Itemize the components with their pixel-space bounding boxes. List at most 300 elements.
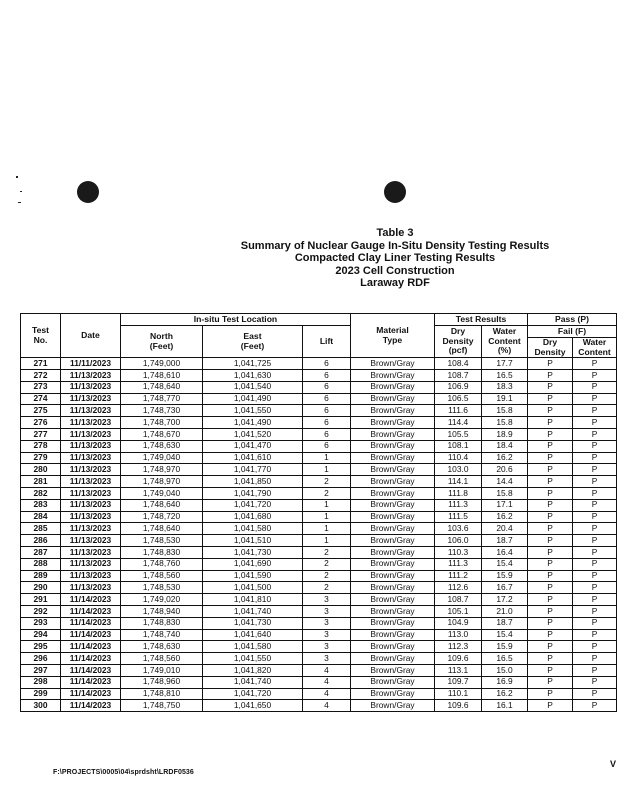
table-row (21, 582, 617, 594)
cell-material: Brown/Gray (351, 558, 435, 570)
cell-test-no: 291 (21, 594, 61, 606)
material-header: Material Type (351, 314, 435, 358)
cell-east: 1,041,810 (203, 594, 303, 606)
cell-test-no: 274 (21, 393, 61, 405)
cell-pf-density: P (528, 464, 573, 476)
cell-pf-water: P (573, 582, 617, 594)
cell-pf-density: P (528, 617, 573, 629)
cell-lift: 2 (303, 487, 351, 499)
cell-east: 1,041,740 (203, 676, 303, 688)
cell-pf-water: P (573, 499, 617, 511)
table-row (21, 369, 617, 381)
table-row (21, 428, 617, 440)
table-row (21, 358, 617, 370)
cell-pf-density: P (528, 594, 573, 606)
cell-lift: 6 (303, 440, 351, 452)
cell-water-content: 17.1 (482, 499, 528, 511)
cell-dry-density: 109.6 (435, 700, 482, 712)
cell-date: 11/14/2023 (61, 664, 121, 676)
cell-water-content: 15.0 (482, 664, 528, 676)
cell-north: 1,748,830 (121, 617, 203, 629)
title-block (200, 227, 590, 290)
cell-east: 1,041,500 (203, 582, 303, 594)
cell-pf-water: P (573, 594, 617, 606)
cell-date: 11/13/2023 (61, 511, 121, 523)
cell-dry-density: 113.1 (435, 664, 482, 676)
lift-header: Lift (303, 326, 351, 358)
cell-pf-water: P (573, 676, 617, 688)
cell-east: 1,041,650 (203, 700, 303, 712)
date-header: Date (61, 314, 121, 358)
table-number: Table 3 (376, 227, 414, 239)
cell-east: 1,041,770 (203, 464, 303, 476)
cell-dry-density: 114.4 (435, 417, 482, 429)
cell-lift: 1 (303, 464, 351, 476)
cell-date: 11/13/2023 (61, 405, 121, 417)
cell-east: 1,041,580 (203, 523, 303, 535)
cell-material: Brown/Gray (351, 664, 435, 676)
cell-east: 1,041,590 (203, 570, 303, 582)
cell-north: 1,748,640 (121, 381, 203, 393)
cell-water-content: 16.4 (482, 546, 528, 558)
cell-water-content: 16.5 (482, 653, 528, 665)
cell-test-no: 278 (21, 440, 61, 452)
cell-test-no: 286 (21, 535, 61, 547)
cell-material: Brown/Gray (351, 369, 435, 381)
cell-north: 1,748,810 (121, 688, 203, 700)
table-row (21, 381, 617, 393)
cell-pf-water: P (573, 369, 617, 381)
dry-density-header: Dry Density (pcf) (435, 326, 482, 358)
pass-fail-subheader: Fail (F) (528, 326, 617, 338)
cell-east: 1,041,520 (203, 428, 303, 440)
table-row (21, 629, 617, 641)
cell-lift: 1 (303, 511, 351, 523)
cell-lift: 2 (303, 546, 351, 558)
table-row (21, 688, 617, 700)
cell-dry-density: 111.3 (435, 558, 482, 570)
cell-material: Brown/Gray (351, 452, 435, 464)
page-mark: V (610, 759, 617, 769)
cell-north: 1,748,720 (121, 511, 203, 523)
cell-pf-density: P (528, 487, 573, 499)
cell-dry-density: 111.5 (435, 511, 482, 523)
table-row (21, 487, 617, 499)
cell-water-content: 15.8 (482, 405, 528, 417)
density-results-table (20, 313, 617, 712)
cell-material: Brown/Gray (351, 641, 435, 653)
cell-pf-water: P (573, 393, 617, 405)
cell-pf-density: P (528, 452, 573, 464)
table-row (21, 452, 617, 464)
cell-lift: 3 (303, 594, 351, 606)
cell-north: 1,748,740 (121, 629, 203, 641)
cell-test-no: 293 (21, 617, 61, 629)
cell-east: 1,041,510 (203, 535, 303, 547)
cell-east: 1,041,680 (203, 511, 303, 523)
site-name: Laraway RDF (360, 277, 430, 290)
cell-dry-density: 112.3 (435, 641, 482, 653)
cell-north: 1,749,040 (121, 487, 203, 499)
cell-test-no: 299 (21, 688, 61, 700)
project-name: 2023 Cell Construction (335, 264, 455, 277)
cell-lift: 1 (303, 535, 351, 547)
cell-material: Brown/Gray (351, 605, 435, 617)
cell-dry-density: 111.3 (435, 499, 482, 511)
cell-pf-density: P (528, 476, 573, 488)
cell-date: 11/13/2023 (61, 546, 121, 558)
cell-water-content: 16.7 (482, 582, 528, 594)
cell-east: 1,041,470 (203, 440, 303, 452)
cell-north: 1,749,000 (121, 358, 203, 370)
cell-water-content: 19.1 (482, 393, 528, 405)
cell-dry-density: 106.5 (435, 393, 482, 405)
cell-pf-water: P (573, 641, 617, 653)
cell-east: 1,041,490 (203, 393, 303, 405)
cell-water-content: 15.9 (482, 570, 528, 582)
cell-date: 11/13/2023 (61, 464, 121, 476)
cell-lift: 1 (303, 452, 351, 464)
cell-material: Brown/Gray (351, 676, 435, 688)
cell-date: 11/14/2023 (61, 605, 121, 617)
cell-material: Brown/Gray (351, 511, 435, 523)
cell-east: 1,041,730 (203, 617, 303, 629)
table-row (21, 653, 617, 665)
cell-date: 11/14/2023 (61, 594, 121, 606)
cell-material: Brown/Gray (351, 476, 435, 488)
cell-lift: 1 (303, 523, 351, 535)
cell-test-no: 290 (21, 582, 61, 594)
table-row (21, 417, 617, 429)
cell-north: 1,748,670 (121, 428, 203, 440)
cell-pf-water: P (573, 535, 617, 547)
cell-dry-density: 111.8 (435, 487, 482, 499)
cell-lift: 4 (303, 700, 351, 712)
pf-water-content-header: Water Content (573, 338, 617, 358)
cell-test-no: 298 (21, 676, 61, 688)
cell-pf-water: P (573, 558, 617, 570)
cell-lift: 6 (303, 369, 351, 381)
cell-test-no: 284 (21, 511, 61, 523)
table-row (21, 405, 617, 417)
table-row (21, 546, 617, 558)
cell-pf-density: P (528, 629, 573, 641)
cell-test-no: 277 (21, 428, 61, 440)
cell-lift: 2 (303, 558, 351, 570)
cell-pf-density: P (528, 688, 573, 700)
location-group-header: In-situ Test Location (121, 314, 351, 326)
cell-water-content: 15.4 (482, 558, 528, 570)
cell-east: 1,041,720 (203, 688, 303, 700)
cell-date: 11/13/2023 (61, 381, 121, 393)
cell-date: 11/13/2023 (61, 570, 121, 582)
cell-water-content: 18.9 (482, 428, 528, 440)
cell-east: 1,041,820 (203, 664, 303, 676)
cell-pf-water: P (573, 464, 617, 476)
pass-fail-group-header: Pass (P) (528, 314, 617, 326)
table-body (21, 358, 617, 712)
cell-east: 1,041,640 (203, 629, 303, 641)
scan-specks (14, 176, 24, 210)
cell-dry-density: 108.1 (435, 440, 482, 452)
cell-date: 11/13/2023 (61, 452, 121, 464)
cell-material: Brown/Gray (351, 487, 435, 499)
cell-dry-density: 109.6 (435, 653, 482, 665)
cell-date: 11/14/2023 (61, 676, 121, 688)
cell-dry-density: 106.0 (435, 535, 482, 547)
cell-pf-density: P (528, 417, 573, 429)
cell-pf-water: P (573, 617, 617, 629)
cell-dry-density: 108.7 (435, 594, 482, 606)
cell-date: 11/14/2023 (61, 629, 121, 641)
cell-water-content: 15.8 (482, 487, 528, 499)
cell-pf-density: P (528, 582, 573, 594)
cell-pf-water: P (573, 523, 617, 535)
cell-test-no: 279 (21, 452, 61, 464)
cell-north: 1,748,770 (121, 393, 203, 405)
cell-north: 1,748,560 (121, 570, 203, 582)
cell-water-content: 18.7 (482, 617, 528, 629)
table-row (21, 535, 617, 547)
table-row (21, 641, 617, 653)
table-row (21, 664, 617, 676)
cell-test-no: 272 (21, 369, 61, 381)
cell-east: 1,041,730 (203, 546, 303, 558)
cell-material: Brown/Gray (351, 546, 435, 558)
cell-material: Brown/Gray (351, 381, 435, 393)
cell-lift: 6 (303, 428, 351, 440)
cell-lift: 4 (303, 664, 351, 676)
cell-date: 11/13/2023 (61, 476, 121, 488)
cell-pf-water: P (573, 653, 617, 665)
cell-north: 1,748,970 (121, 476, 203, 488)
cell-test-no: 281 (21, 476, 61, 488)
cell-pf-density: P (528, 641, 573, 653)
cell-date: 11/14/2023 (61, 688, 121, 700)
cell-material: Brown/Gray (351, 535, 435, 547)
cell-pf-water: P (573, 417, 617, 429)
table-title: Summary of Nuclear Gauge In-Situ Density Testing Results (240, 239, 550, 252)
cell-date: 11/13/2023 (61, 499, 121, 511)
cell-test-no: 292 (21, 605, 61, 617)
cell-dry-density: 112.6 (435, 582, 482, 594)
cell-east: 1,041,740 (203, 605, 303, 617)
test-no-header: Test No. (21, 314, 61, 358)
cell-water-content: 18.4 (482, 440, 528, 452)
cell-pf-water: P (573, 358, 617, 370)
table-subtitle: Compacted Clay Liner Testing Results (294, 252, 496, 265)
cell-test-no: 271 (21, 358, 61, 370)
cell-material: Brown/Gray (351, 499, 435, 511)
cell-north: 1,748,630 (121, 641, 203, 653)
cell-dry-density: 104.9 (435, 617, 482, 629)
cell-material: Brown/Gray (351, 570, 435, 582)
east-header: East (Feet) (203, 326, 303, 358)
cell-water-content: 15.9 (482, 641, 528, 653)
cell-test-no: 294 (21, 629, 61, 641)
cell-pf-density: P (528, 511, 573, 523)
cell-water-content: 15.4 (482, 629, 528, 641)
cell-test-no: 296 (21, 653, 61, 665)
table-header (21, 314, 617, 358)
cell-north: 1,749,020 (121, 594, 203, 606)
cell-material: Brown/Gray (351, 358, 435, 370)
cell-pf-water: P (573, 452, 617, 464)
cell-north: 1,748,530 (121, 535, 203, 547)
cell-material: Brown/Gray (351, 688, 435, 700)
cell-material: Brown/Gray (351, 617, 435, 629)
cell-lift: 6 (303, 417, 351, 429)
cell-water-content: 16.2 (482, 452, 528, 464)
cell-date: 11/11/2023 (61, 358, 121, 370)
cell-water-content: 16.5 (482, 369, 528, 381)
cell-pf-water: P (573, 605, 617, 617)
cell-east: 1,041,580 (203, 641, 303, 653)
cell-pf-density: P (528, 358, 573, 370)
table-row (21, 440, 617, 452)
cell-water-content: 18.7 (482, 535, 528, 547)
cell-pf-density: P (528, 570, 573, 582)
cell-pf-density: P (528, 381, 573, 393)
cell-date: 11/13/2023 (61, 369, 121, 381)
cell-north: 1,748,560 (121, 653, 203, 665)
cell-date: 11/13/2023 (61, 582, 121, 594)
cell-north: 1,748,960 (121, 676, 203, 688)
cell-water-content: 20.6 (482, 464, 528, 476)
cell-pf-density: P (528, 499, 573, 511)
cell-water-content: 16.1 (482, 700, 528, 712)
cell-pf-density: P (528, 546, 573, 558)
cell-pf-density: P (528, 605, 573, 617)
cell-north: 1,748,700 (121, 417, 203, 429)
table-row (21, 499, 617, 511)
cell-lift: 3 (303, 629, 351, 641)
cell-test-no: 300 (21, 700, 61, 712)
cell-lift: 6 (303, 393, 351, 405)
cell-date: 11/14/2023 (61, 641, 121, 653)
cell-test-no: 288 (21, 558, 61, 570)
cell-water-content: 15.8 (482, 417, 528, 429)
cell-material: Brown/Gray (351, 523, 435, 535)
cell-material: Brown/Gray (351, 405, 435, 417)
cell-pf-water: P (573, 440, 617, 452)
cell-north: 1,748,640 (121, 499, 203, 511)
cell-date: 11/13/2023 (61, 535, 121, 547)
cell-water-content: 21.0 (482, 605, 528, 617)
cell-test-no: 289 (21, 570, 61, 582)
pf-dry-density-header: Dry Density (528, 338, 573, 358)
cell-pf-density: P (528, 676, 573, 688)
cell-east: 1,041,540 (203, 381, 303, 393)
cell-lift: 3 (303, 653, 351, 665)
cell-north: 1,748,530 (121, 582, 203, 594)
cell-east: 1,041,630 (203, 369, 303, 381)
cell-pf-density: P (528, 535, 573, 547)
cell-north: 1,748,970 (121, 464, 203, 476)
cell-dry-density: 105.1 (435, 605, 482, 617)
cell-pf-water: P (573, 688, 617, 700)
cell-pf-water: P (573, 664, 617, 676)
cell-north: 1,748,630 (121, 440, 203, 452)
cell-test-no: 276 (21, 417, 61, 429)
cell-north: 1,748,760 (121, 558, 203, 570)
cell-test-no: 280 (21, 464, 61, 476)
cell-pf-water: P (573, 511, 617, 523)
cell-dry-density: 111.2 (435, 570, 482, 582)
cell-water-content: 16.2 (482, 511, 528, 523)
file-path: F:\PROJECTS\0005\04\sprdsht\LRDF0536 (53, 769, 194, 776)
water-content-header: Water Content (%) (482, 326, 528, 358)
cell-pf-water: P (573, 629, 617, 641)
cell-pf-water: P (573, 487, 617, 499)
cell-east: 1,041,720 (203, 499, 303, 511)
cell-test-no: 283 (21, 499, 61, 511)
cell-north: 1,748,610 (121, 369, 203, 381)
cell-test-no: 287 (21, 546, 61, 558)
table-row (21, 511, 617, 523)
cell-dry-density: 108.4 (435, 358, 482, 370)
cell-pf-density: P (528, 405, 573, 417)
cell-north: 1,748,750 (121, 700, 203, 712)
cell-water-content: 14.4 (482, 476, 528, 488)
cell-lift: 2 (303, 476, 351, 488)
cell-material: Brown/Gray (351, 594, 435, 606)
cell-north: 1,748,830 (121, 546, 203, 558)
punch-hole-left (77, 181, 99, 203)
cell-dry-density: 105.5 (435, 428, 482, 440)
cell-dry-density: 113.0 (435, 629, 482, 641)
cell-pf-density: P (528, 700, 573, 712)
cell-dry-density: 110.1 (435, 688, 482, 700)
cell-dry-density: 111.6 (435, 405, 482, 417)
cell-water-content: 18.3 (482, 381, 528, 393)
cell-dry-density: 103.6 (435, 523, 482, 535)
cell-material: Brown/Gray (351, 393, 435, 405)
cell-material: Brown/Gray (351, 653, 435, 665)
cell-material: Brown/Gray (351, 428, 435, 440)
cell-water-content: 17.2 (482, 594, 528, 606)
cell-east: 1,041,725 (203, 358, 303, 370)
results-group-header: Test Results (435, 314, 528, 326)
cell-test-no: 297 (21, 664, 61, 676)
cell-test-no: 285 (21, 523, 61, 535)
cell-north: 1,748,730 (121, 405, 203, 417)
cell-lift: 2 (303, 570, 351, 582)
cell-pf-water: P (573, 405, 617, 417)
cell-east: 1,041,850 (203, 476, 303, 488)
table-row (21, 523, 617, 535)
cell-pf-water: P (573, 546, 617, 558)
cell-pf-density: P (528, 440, 573, 452)
cell-east: 1,041,690 (203, 558, 303, 570)
cell-water-content: 16.9 (482, 676, 528, 688)
cell-test-no: 275 (21, 405, 61, 417)
cell-material: Brown/Gray (351, 629, 435, 641)
cell-pf-water: P (573, 476, 617, 488)
cell-date: 11/14/2023 (61, 700, 121, 712)
table-row (21, 476, 617, 488)
cell-lift: 3 (303, 605, 351, 617)
cell-material: Brown/Gray (351, 700, 435, 712)
cell-dry-density: 103.0 (435, 464, 482, 476)
cell-water-content: 20.4 (482, 523, 528, 535)
table-row (21, 676, 617, 688)
table-row (21, 558, 617, 570)
cell-pf-density: P (528, 558, 573, 570)
cell-date: 11/13/2023 (61, 428, 121, 440)
cell-east: 1,041,790 (203, 487, 303, 499)
cell-pf-density: P (528, 369, 573, 381)
